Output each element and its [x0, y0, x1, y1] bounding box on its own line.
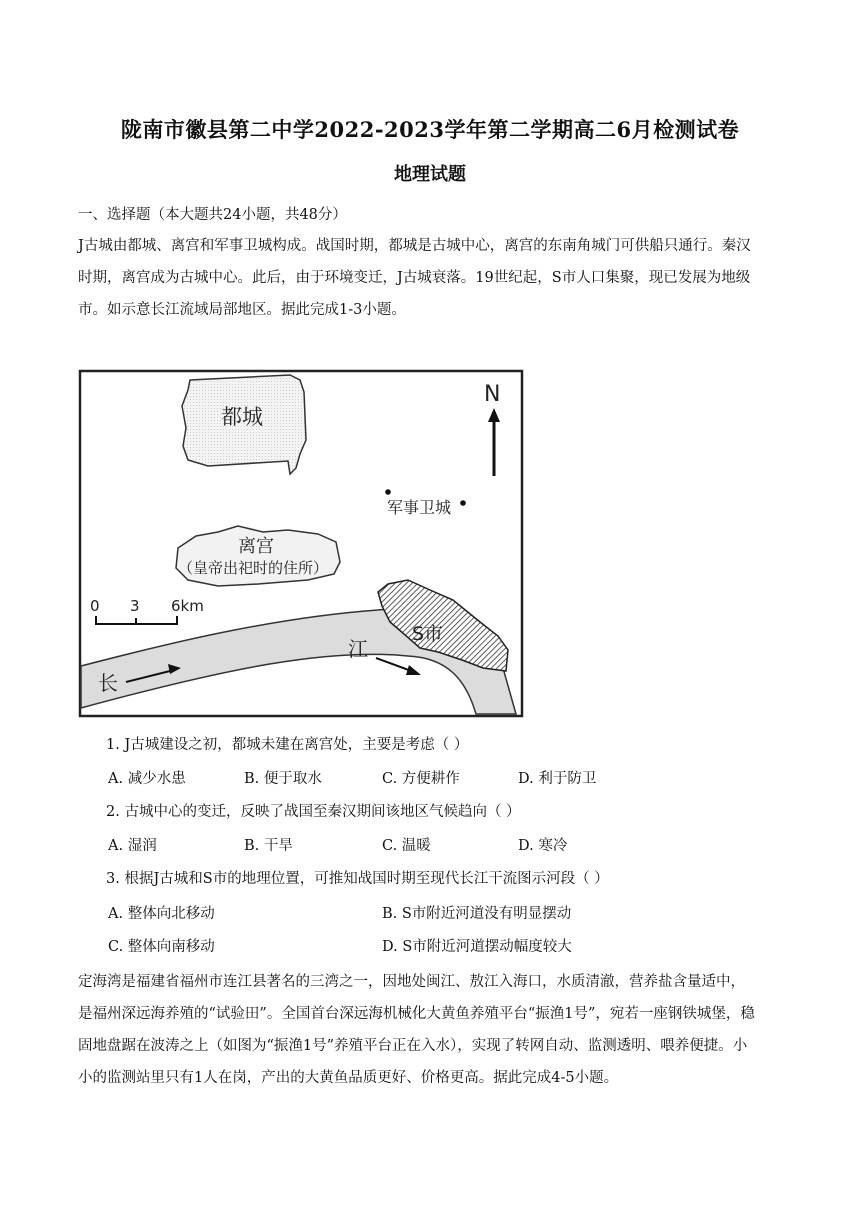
- q1-option-d: D. 利于防卫: [518, 771, 597, 787]
- ducheng-label: 都城: [221, 405, 263, 429]
- q2-option-d: D. 寒冷: [518, 838, 568, 854]
- intro1-line: 时期，离宫成为古城中心。此后，由于环境变迁，J古城衰落。19世纪起，S市人口集聚，现已发展为地级: [78, 270, 751, 286]
- q1-option-a: A. 减少水患: [108, 771, 186, 787]
- junshi-point-icon: [460, 500, 466, 506]
- scale-label-6km: 6km: [171, 597, 204, 615]
- section-heading: 一、选择题（本大题共24小题，共48分）: [78, 207, 347, 223]
- ligong-label: 离宫: [238, 536, 274, 557]
- intro2-line: 小的监测站里只有1人在岗，产出的大黄鱼品质更好、价格更高。据此完成4-5小题。: [78, 1070, 619, 1086]
- intro2-line: 是福州深远海养殖的“试验田”。全国首台深远海机械化大黄鱼养殖平台“振渔1号”，宛若一座钢铁城堡，稳: [78, 1006, 755, 1022]
- river-map-figure: [78, 368, 526, 718]
- q2-option-c: C. 温暖: [382, 838, 431, 854]
- q1-option-c: C. 方便耕作: [382, 771, 460, 787]
- q3-option-a: A. 整体向北移动: [108, 906, 215, 922]
- page-subtitle: 地理试题: [394, 164, 466, 185]
- question-1-stem: 1. J古城建设之初，都城未建在离宫处，主要是考虑（ ）: [106, 737, 469, 753]
- intro-paragraph-2: [78, 966, 778, 1094]
- junshi-label: 军事卫城: [387, 498, 452, 517]
- scale-label-0: 0: [90, 597, 100, 615]
- intro2-line: 固地盘踞在波涛之上（如图为“振渔1号”养殖平台正在入水），实现了转网自动、监测透明、喂养便捷。小: [78, 1038, 748, 1054]
- river-label-chang: 长: [98, 671, 118, 695]
- intro2-line: 定海湾是福建省福州市连江县著名的三湾之一，因地处闽江、敖江入海口，水质清澈，营养盐含量适中，: [78, 974, 745, 990]
- intro-paragraph-1: [78, 230, 778, 326]
- page-title: 陇南市徽县第二中学2022-2023学年第二学期高二6月检测试卷: [120, 117, 740, 142]
- question-2-stem: 2. 古城中心的变迁，反映了战国至秦汉期间该地区气候趋向（ ）: [106, 804, 521, 820]
- q3-option-d: D. S市附近河道摆动幅度较大: [382, 939, 572, 955]
- intro1-line: J古城由都城、离宫和军事卫城构成。战国时期，都城是古城中心，离宫的东南角城门可供船只通行。秦汉: [78, 238, 751, 254]
- scale-label-3: 3: [130, 597, 140, 615]
- q1-option-b: B. 便于取水: [244, 771, 322, 787]
- intro1-line: 市。如示意长江流域局部地区。据此完成1-3小题。: [78, 302, 406, 318]
- junshi-point-icon: [385, 489, 391, 495]
- s-city-label: S市: [412, 623, 444, 645]
- q3-option-c: C. 整体向南移动: [108, 939, 215, 955]
- north-label: N: [484, 382, 501, 407]
- question-3-stem: 3. 根据J古城和S市的地理位置，可推知战国时期至现代长江干流图示河段（ ）: [106, 871, 609, 887]
- q2-option-b: B. 干旱: [244, 838, 293, 854]
- q3-option-b: B. S市附近河道没有明显摆动: [382, 906, 572, 922]
- ligong-note-label: （皇帝出祀时的住所）: [178, 559, 329, 577]
- q2-option-a: A. 湿润: [108, 838, 157, 854]
- river-label-jiang: 江: [348, 637, 368, 661]
